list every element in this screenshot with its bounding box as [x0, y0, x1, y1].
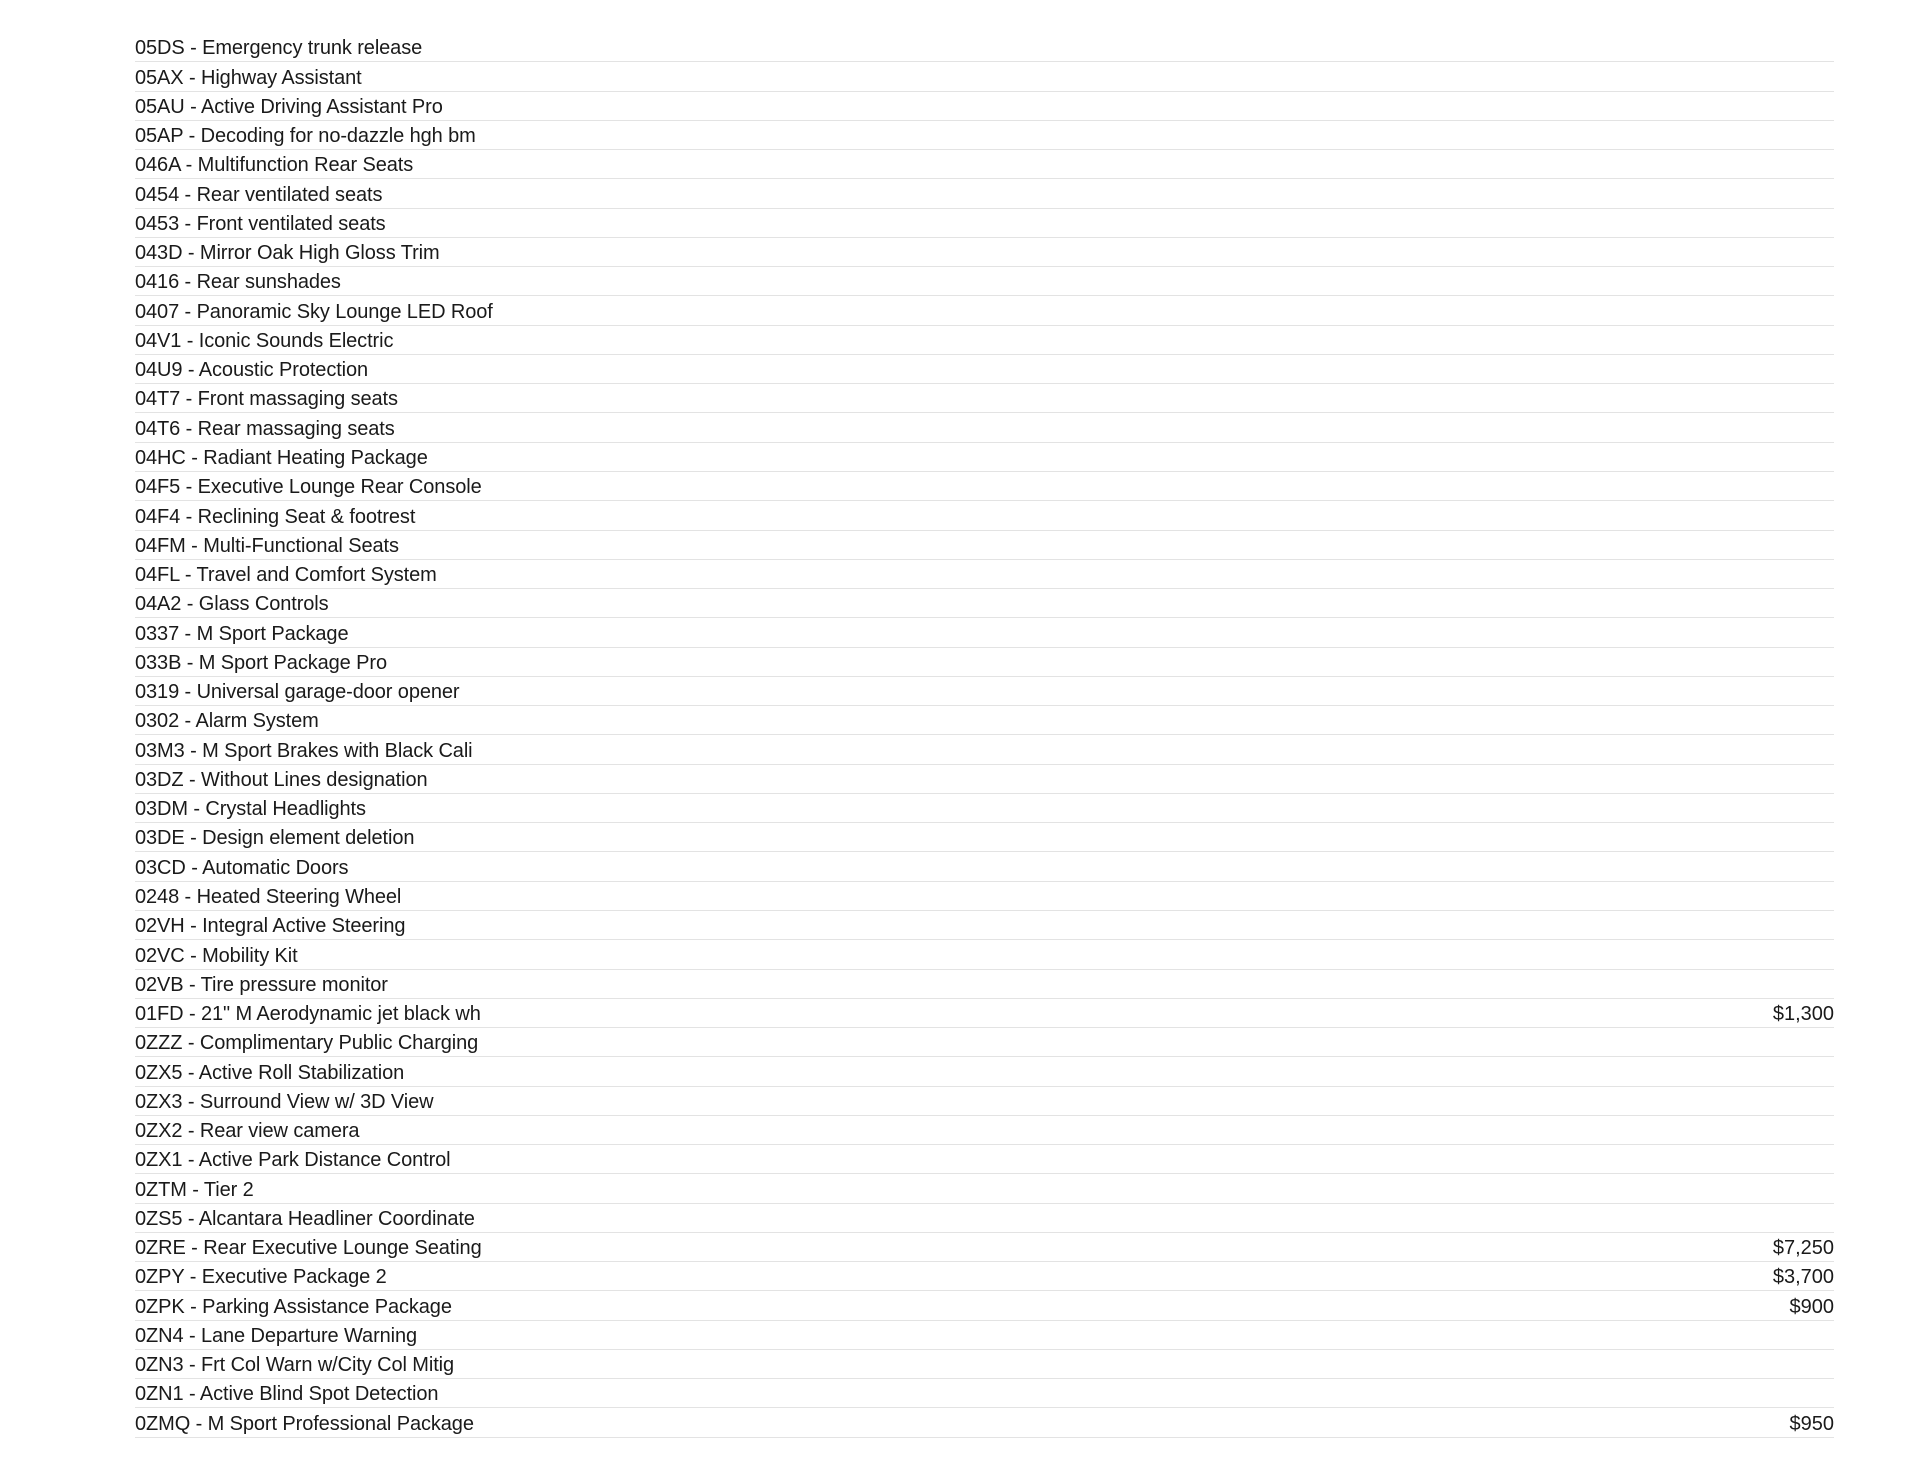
option-row	[135, 911, 1834, 940]
option-row	[135, 823, 1834, 852]
option-label: 0302 - Alarm System	[135, 710, 319, 733]
option-label: 0ZPK - Parking Assistance Package	[135, 1295, 452, 1318]
option-row	[135, 92, 1834, 121]
option-row	[135, 1028, 1834, 1057]
option-price: $7,250	[1772, 1237, 1834, 1260]
option-label: 046A - Multifunction Rear Seats	[135, 154, 414, 177]
option-label: 05AX - Highway Assistant	[135, 66, 362, 89]
option-label: 0ZN3 - Frt Col Warn w/City Col Mitig	[135, 1354, 455, 1377]
option-label: 0454 - Rear ventilated seats	[135, 183, 383, 206]
option-label: 0453 - Front ventilated seats	[135, 212, 386, 235]
option-label: 05AU - Active Driving Assistant Pro	[135, 95, 443, 118]
option-label: 04FM - Multi-Functional Seats	[135, 534, 399, 557]
option-label: 05AP - Decoding for no-dazzle hgh bm	[135, 125, 476, 148]
option-row	[135, 1057, 1834, 1086]
option-label: 04T7 - Front massaging seats	[135, 388, 398, 411]
option-label: 02VH - Integral Active Steering	[135, 915, 406, 938]
option-label: 033B - M Sport Package Pro	[135, 651, 387, 674]
option-label: 04FL - Travel and Comfort System	[135, 564, 437, 587]
option-row	[135, 589, 1834, 618]
option-label: 04U9 - Acoustic Protection	[135, 359, 369, 382]
option-row	[135, 209, 1834, 238]
option-row	[135, 706, 1834, 735]
option-label: 04HC - Radiant Heating Package	[135, 446, 428, 469]
option-row	[135, 33, 1834, 62]
option-label: 0ZTM - Tier 2	[135, 1178, 254, 1201]
option-row	[135, 384, 1834, 413]
option-label: 043D - Mirror Oak High Gloss Trim	[135, 242, 440, 265]
option-row	[135, 1408, 1834, 1437]
option-row	[135, 238, 1834, 267]
option-row	[135, 794, 1834, 823]
option-label: 0ZN1 - Active Blind Spot Detection	[135, 1383, 439, 1406]
option-label: 01FD - 21" M Aerodynamic jet black wh	[135, 1003, 481, 1026]
option-label: 0ZN4 - Lane Departure Warning	[135, 1324, 418, 1347]
option-row	[135, 267, 1834, 296]
option-row	[135, 882, 1834, 911]
option-label: 0ZRE - Rear Executive Lounge Seating	[135, 1237, 482, 1260]
option-label: 04V1 - Iconic Sounds Electric	[135, 329, 394, 352]
option-label: 04F5 - Executive Lounge Rear Console	[135, 476, 482, 499]
option-row	[135, 940, 1834, 969]
option-row	[135, 443, 1834, 472]
option-row	[135, 1116, 1834, 1145]
option-row	[135, 560, 1834, 589]
option-label: 0ZX5 - Active Roll Stabilization	[135, 1061, 405, 1084]
option-label: 0ZPY - Executive Package 2	[135, 1266, 387, 1289]
option-row	[135, 852, 1834, 881]
option-label: 0337 - M Sport Package	[135, 622, 349, 645]
option-row	[135, 1145, 1834, 1174]
option-row	[135, 501, 1834, 530]
option-row	[135, 1174, 1834, 1203]
option-label: 03CD - Automatic Doors	[135, 856, 349, 879]
option-row	[135, 1262, 1834, 1291]
option-label: 03DZ - Without Lines designation	[135, 768, 428, 791]
option-label: 03M3 - M Sport Brakes with Black Cali	[135, 739, 473, 762]
option-label: 0319 - Universal garage-door opener	[135, 681, 460, 704]
option-label: 0ZX3 - Surround View w/ 3D View	[135, 1090, 434, 1113]
option-row	[135, 1087, 1834, 1116]
option-label: 02VC - Mobility Kit	[135, 944, 298, 967]
option-row	[135, 121, 1834, 150]
option-row	[135, 677, 1834, 706]
option-row	[135, 648, 1834, 677]
options-list	[135, 33, 1834, 1438]
option-row	[135, 1291, 1834, 1320]
option-row	[135, 531, 1834, 560]
option-row	[135, 618, 1834, 647]
option-label: 0248 - Heated Steering Wheel	[135, 885, 402, 908]
option-label: 03DE - Design element deletion	[135, 827, 415, 850]
option-label: 0407 - Panoramic Sky Lounge LED Roof	[135, 300, 493, 323]
option-row	[135, 999, 1834, 1028]
option-row	[135, 1321, 1834, 1350]
option-row	[135, 62, 1834, 91]
option-label: 04T6 - Rear massaging seats	[135, 417, 395, 440]
option-row	[135, 326, 1834, 355]
option-price: $900	[1789, 1295, 1834, 1318]
option-label: 04F4 - Reclining Seat & footrest	[135, 505, 416, 528]
option-row	[135, 1350, 1834, 1379]
option-row	[135, 179, 1834, 208]
option-row	[135, 970, 1834, 999]
option-label: 0416 - Rear sunshades	[135, 271, 341, 294]
option-row	[135, 472, 1834, 501]
option-row	[135, 413, 1834, 442]
option-row	[135, 1233, 1834, 1262]
option-label: 02VB - Tire pressure monitor	[135, 973, 388, 996]
option-row	[135, 1379, 1834, 1408]
option-label: 0ZX2 - Rear view camera	[135, 1120, 360, 1143]
option-label: 04A2 - Glass Controls	[135, 593, 329, 616]
option-row	[135, 355, 1834, 384]
option-label: 0ZS5 - Alcantara Headliner Coordinate	[135, 1207, 475, 1230]
option-row	[135, 296, 1834, 325]
option-label: 03DM - Crystal Headlights	[135, 798, 366, 821]
option-label: 0ZX1 - Active Park Distance Control	[135, 1149, 451, 1172]
option-row	[135, 1204, 1834, 1233]
option-label: 0ZZZ - Complimentary Public Charging	[135, 1032, 479, 1055]
option-price: $1,300	[1772, 1003, 1834, 1026]
option-row	[135, 765, 1834, 794]
option-price: $3,700	[1772, 1266, 1834, 1289]
option-label: 05DS - Emergency trunk release	[135, 37, 423, 60]
option-price: $950	[1789, 1412, 1834, 1435]
option-row	[135, 150, 1834, 179]
option-row	[135, 735, 1834, 764]
option-label: 0ZMQ - M Sport Professional Package	[135, 1412, 474, 1435]
